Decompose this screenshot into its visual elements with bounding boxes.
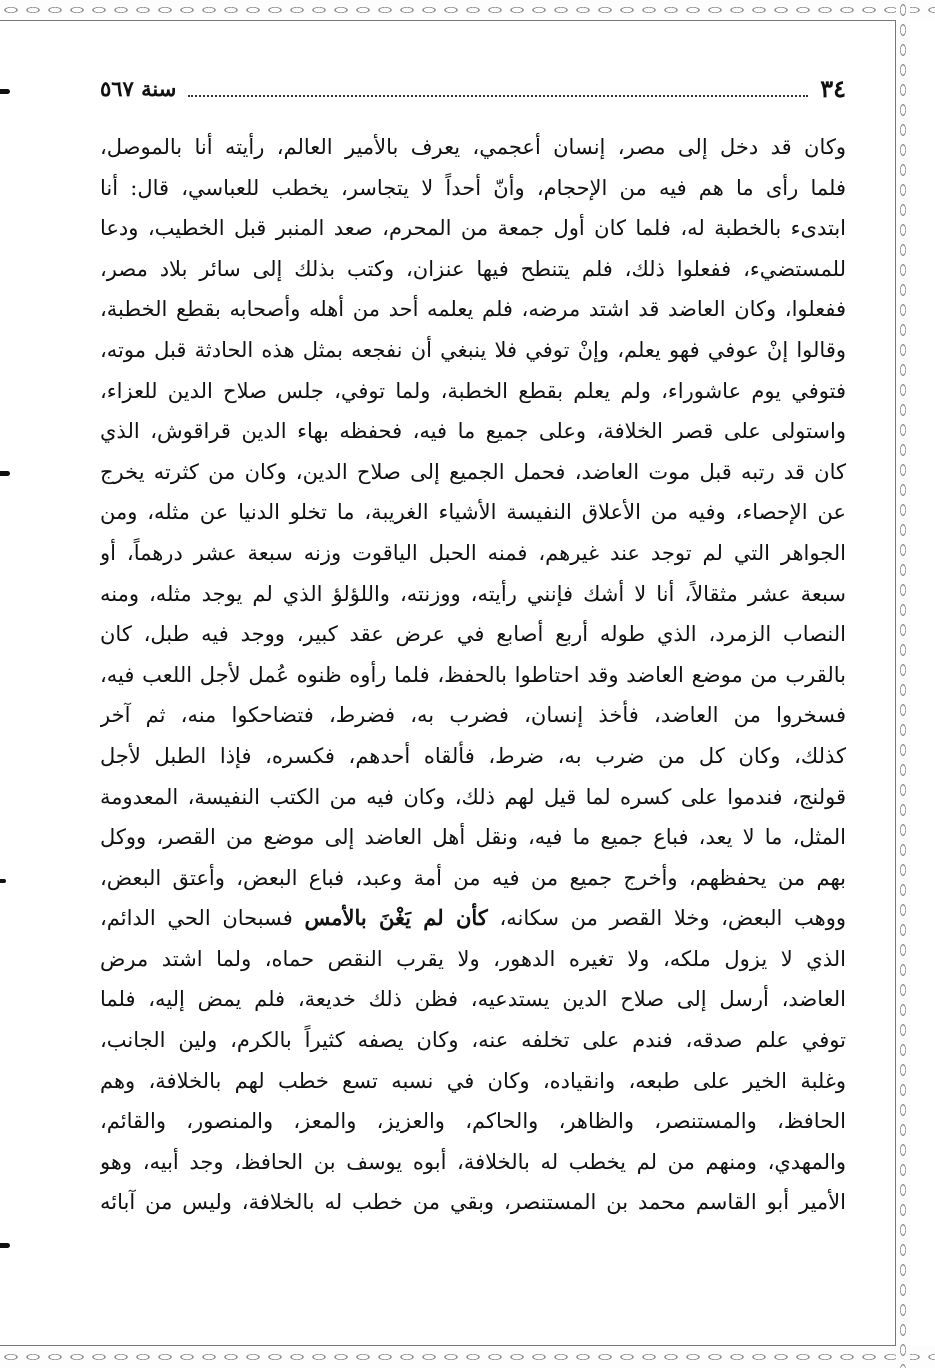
margin-mark <box>0 879 6 883</box>
text-line: الجواهر التي لم توجد عند غيرهم، فمنه الحبل الياقوت وزنه سبعة عشر درهماً، أو <box>100 540 846 565</box>
text-line: فلما رأى ما هم فيه من الإحجام، وأنّ أحداً لا يتجاسر، يخطب للعباسي، قال: أنا <box>100 175 846 200</box>
text-line: العاضد، أرسل إلى صلاح الدين يستدعيه، فظن ذلك خديعة، فلم يمض إليه، فلما <box>100 987 846 1012</box>
text-line: فتوفي يوم عاشوراء، ولم يعلم بقطع الخطبة، ولما توفي، جلس صلاح الدين للعزاء، <box>100 378 846 403</box>
margin-mark <box>0 89 10 94</box>
decorative-border-bottom <box>0 1346 935 1368</box>
running-header <box>100 70 846 104</box>
text-line: فسخروا من العاضد، فأخذ إنسان، فضرب به، فضرط، فتضاحكوا منه، ثم آخر <box>100 703 846 728</box>
header-year: سنة ٥٦٧ <box>100 76 177 101</box>
border-rule-bottom <box>0 1345 896 1346</box>
text-line: الحافظ، والمستنصر، والظاهر، والحاكم، والعزيز، والمعز، والمنصور، والقائم، <box>100 1109 846 1134</box>
text-line: كذلك، وكان كل من ضرب به، ضرط، فألقاه أحدهم، فكسره، فإذا الطبل لأجل <box>100 743 846 768</box>
decorative-border-top <box>0 0 935 20</box>
border-rule-top <box>0 20 896 21</box>
text-line: واستولى على قصر الخلافة، وعلى جميع ما فيه، فحفظه بهاء الدين قراقوش، الذي <box>100 419 846 444</box>
text-line: سبعة عشر مثقالاً، أنا لا أشك فإنني رأيته، ووزنته، واللؤلؤ الذي لم يوجد مثله، ومنه <box>100 581 846 606</box>
page-number: ٣٤ <box>820 74 846 103</box>
text-line-with-quote <box>100 898 846 939</box>
text-line: النصاب الزمرد، الذي طوله أربع أصابع في عرض عقد كبير، ووجد فيه طبل، كان <box>100 622 846 647</box>
text-line: قولنج، فندموا على كسره لما قيل لهم ذلك، وكان فيه من الكتب النفيسة، المعدومة <box>100 784 846 809</box>
border-rule-right <box>895 20 896 1346</box>
text-line: وكان قد دخل إلى مصر، إنسان أعجمي، يعرف بالأمير العالم، رأيته أنا بالموصل، <box>100 135 846 159</box>
text-line: عن الإحصاء، وفيه من الأعلاق النفيسة الأشياء الغريبة، ما تخلو الدنيا عن مثله، ومن <box>100 500 846 525</box>
line-text-before-quote: ووهب البعض، وخلا القصر من سكانه، <box>487 906 846 931</box>
text-line: بهم من يحفظهم، وأخرج جميع من فيه من أمة وعبد، فباع البعض، وأعتق البعض، <box>100 865 846 890</box>
text-line: توفي علم صدقه، فندم على تخلفه عنه، وكان يصفه كثيراً بالكرم، ولين الجانب، <box>100 1028 846 1053</box>
text-line: وغلبة الخير على طبعه، وانقياده، وكان في نسبه تسع خطب لهم بالخلافة، وهم <box>100 1068 846 1093</box>
decorative-border-right <box>896 0 910 1368</box>
text-line: ابتدىء بالخطبة له، فلما كان أول جمعة من المحرم، صعد المنبر قبل الخطيب، ودعا <box>100 216 846 241</box>
text-line: الذي لا يزول ملكه، ولا تغيره الدهور، ولا يقرب النقص حماه، ولما اشتد مرض <box>100 946 846 971</box>
text-line: للمستضيء، ففعلوا ذلك، فلم يتنطح فيها عنزان، وكتب بذلك إلى سائر بلاد مصر، <box>100 256 846 281</box>
margin-mark <box>0 1243 10 1248</box>
text-line: كان قد رتبه قبل موت العاضد، فحمل الجميع إلى صلاح الدين، وكان من كثرته يخرج <box>100 459 846 484</box>
body-text <box>100 127 846 1223</box>
header-dotted-leader <box>188 94 808 97</box>
text-line: وقالوا إنْ عوفي فهو يعلم، وإنْ توفي فلا ينبغي أن نفجعه بمثل هذه الحادثة قبل موته، <box>100 337 846 362</box>
quranic-quote: كأن لم يَغْنَ بالأمس <box>304 905 488 931</box>
margin-mark <box>0 471 10 476</box>
line-text-after-quote: فسبحان الحي الدائم، <box>100 906 305 931</box>
text-line: المثل، ما لا يعد، فباع جميع ما فيه، ونقل أهل العاضد إلى موضع من القصر، ووكل <box>100 825 846 850</box>
text-line: بالقرب من موضع العاضد وقد احتاطوا بالحفظ، فلما رأوه ظنوه عُمل لأجل اللعب فيه، <box>100 662 846 687</box>
text-line: الأمير أبو القاسم محمد بن المستنصر، وبقي من خطب له بالخلافة، وليس من آبائه <box>100 1190 846 1215</box>
text-line: والمهدي، ومنهم من لم يخطب له بالخلافة، أبوه يوسف بن الحافظ، وجد أبيه، وهو <box>100 1149 846 1174</box>
text-line: ففعلوا، وكان العاضد قد اشتد مرضه، فلم يعلمه أحد من أهله وأصحابه بقطع الخطبة، <box>100 297 846 322</box>
